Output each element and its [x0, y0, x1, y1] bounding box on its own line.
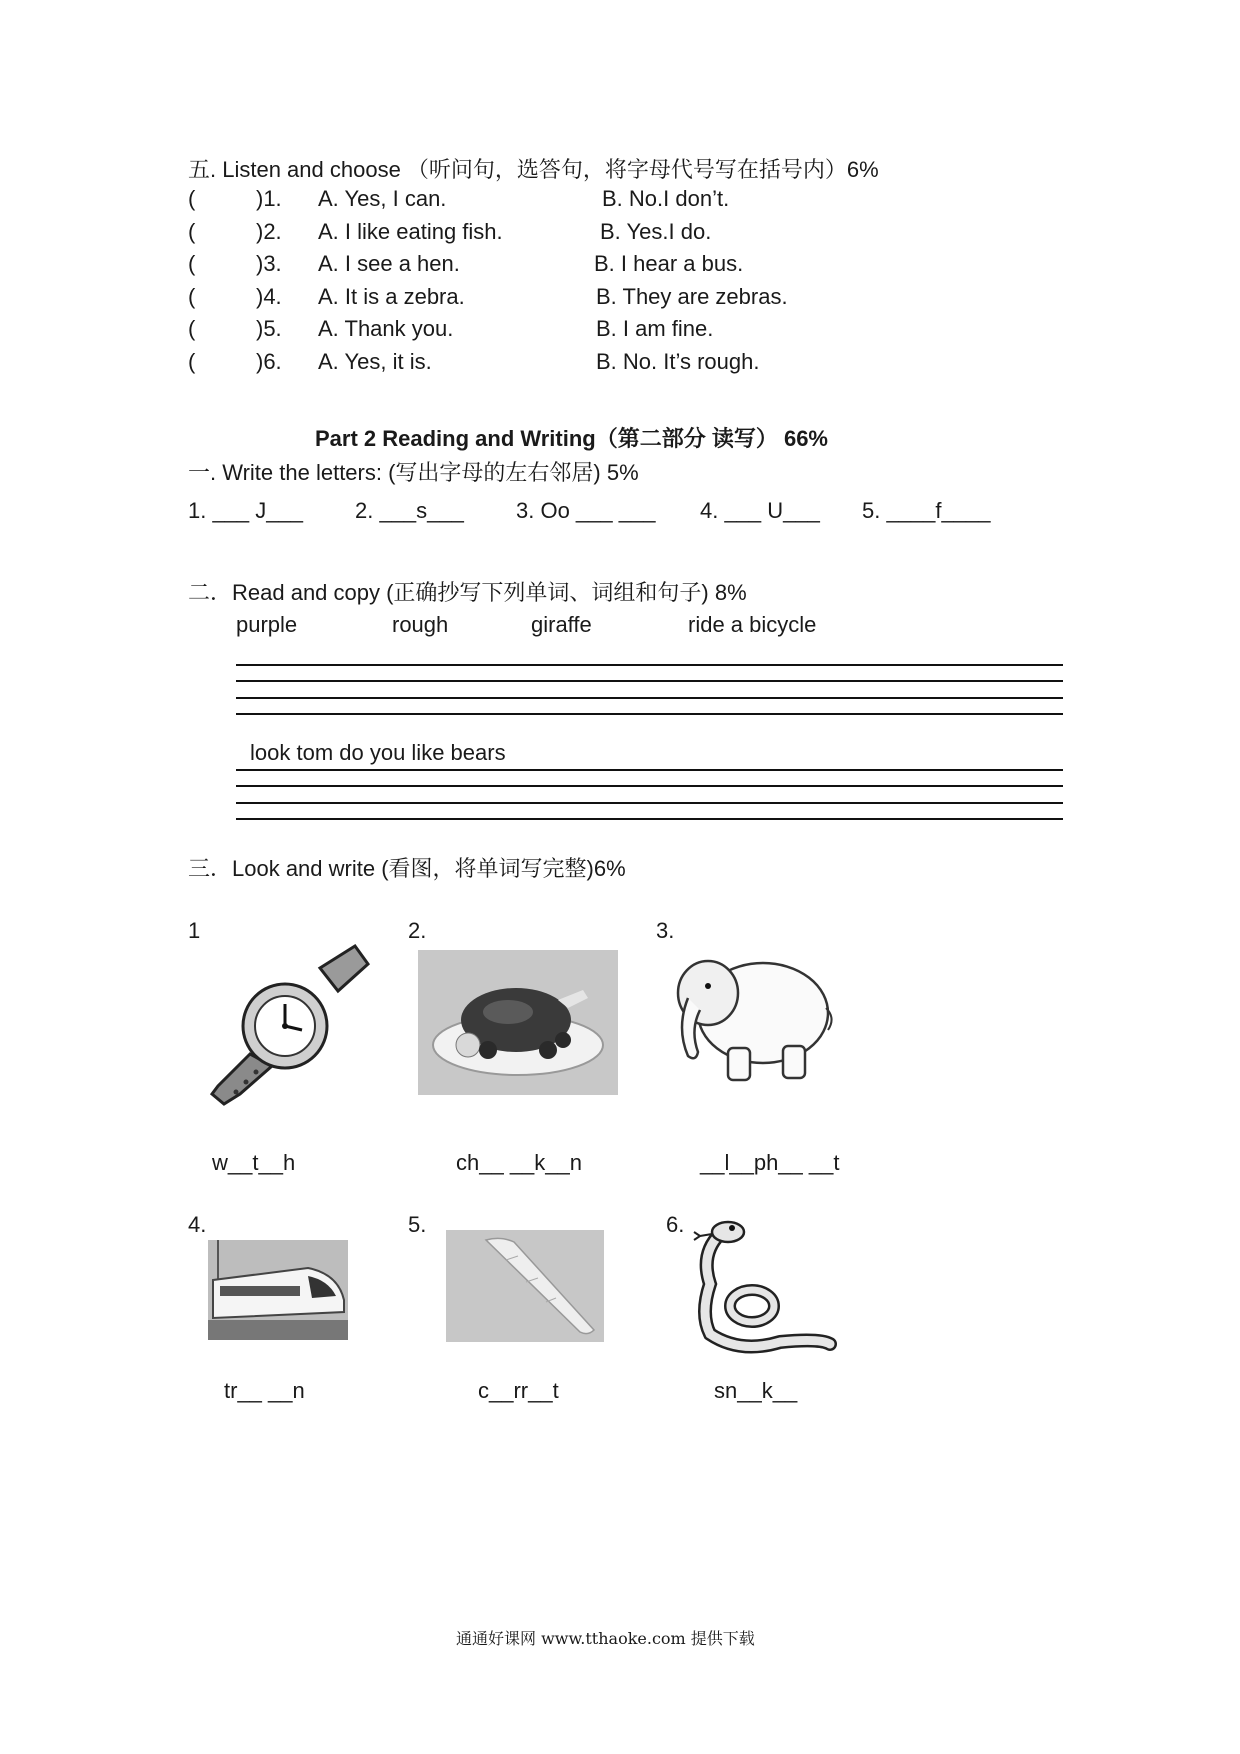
section5-title: 五. Listen and choose （听问句，选答句，将字母代号写在括号内）6% — [188, 157, 879, 182]
section1-title: 一. Write the letters: (写出字母的左右邻居) 5% — [188, 460, 639, 485]
fill-word: __l__ph__ __t — [700, 1150, 840, 1175]
section2-title: 二．Read and copy (正确抄写下列单词、词组和句子) 8% — [188, 580, 747, 605]
fill-word: ch__ __k__n — [456, 1150, 582, 1175]
answer-paren: ( — [188, 284, 196, 309]
answer-paren: ( — [188, 186, 196, 211]
option-b: B. No. It’s rough. — [596, 349, 760, 374]
chicken-icon — [418, 950, 618, 1095]
question-number: )2. — [256, 219, 282, 244]
carrot-icon — [446, 1230, 604, 1342]
train-icon — [208, 1240, 348, 1340]
writing-line — [236, 664, 1063, 666]
answer-paren: ( — [188, 219, 196, 244]
item-number: 1 — [188, 918, 201, 943]
letters-item: 2. ___s___ — [355, 498, 464, 523]
footer-text: 通通好课网 www.tthaoke.com 提供下载 — [456, 1629, 755, 1648]
question-number: )6. — [256, 349, 282, 374]
copy-word: giraffe — [531, 612, 592, 637]
option-b: B. No.I don’t. — [602, 186, 730, 211]
letters-item: 3. Oo ___ ___ — [516, 498, 656, 523]
writing-line — [236, 713, 1063, 715]
option-a: A. I like eating fish. — [318, 219, 503, 244]
option-b: B. They are zebras. — [596, 284, 788, 309]
option-b: B. I hear a bus. — [594, 251, 744, 276]
answer-paren: ( — [188, 349, 196, 374]
fill-word: w__t__h — [212, 1150, 296, 1175]
copy-word: purple — [236, 612, 298, 637]
option-a: A. It is a zebra. — [318, 284, 465, 309]
snake-icon — [680, 1214, 840, 1354]
writing-line — [236, 697, 1063, 699]
option-a: A. Thank you. — [318, 316, 454, 341]
question-number: )4. — [256, 284, 282, 309]
option-a: A. I see a hen. — [318, 251, 460, 276]
question-number: )5. — [256, 316, 282, 341]
item-number: 2. — [408, 918, 427, 943]
writing-line — [236, 802, 1063, 804]
option-b: B. I am fine. — [596, 316, 714, 341]
section3-title: 三．Look and write (看图，将单词写完整)6% — [188, 856, 626, 881]
copy-sentence: look tom do you like bears — [250, 740, 506, 765]
writing-line — [236, 818, 1063, 820]
item-number: 6. — [666, 1212, 685, 1237]
letters-item: 5. ____f____ — [862, 498, 991, 523]
watch-icon — [200, 936, 370, 1106]
writing-line — [236, 680, 1063, 682]
question-number: )1. — [256, 186, 282, 211]
answer-paren: ( — [188, 251, 196, 276]
answer-paren: ( — [188, 316, 196, 341]
writing-line — [236, 785, 1063, 787]
fill-word: sn__k__ — [714, 1378, 798, 1403]
option-b: B. Yes.I do. — [600, 219, 712, 244]
writing-line — [236, 769, 1063, 771]
elephant-icon — [668, 938, 838, 1088]
letters-item: 4. ___ U___ — [700, 498, 820, 523]
option-a: A. Yes, it is. — [318, 349, 432, 374]
copy-word: rough — [392, 612, 449, 637]
fill-word: tr__ __n — [224, 1378, 305, 1403]
item-number: 5. — [408, 1212, 427, 1237]
copy-word: ride a bicycle — [688, 612, 817, 637]
item-number: 4. — [188, 1212, 207, 1237]
part2-title: Part 2 Reading and Writing（第二部分 读写） 66% — [315, 426, 828, 451]
fill-word: c__rr__t — [478, 1378, 559, 1403]
option-a: A. Yes, I can. — [318, 186, 447, 211]
item-number: 3. — [656, 918, 675, 943]
letters-item: 1. ___ J___ — [188, 498, 303, 523]
question-number: )3. — [256, 251, 282, 276]
